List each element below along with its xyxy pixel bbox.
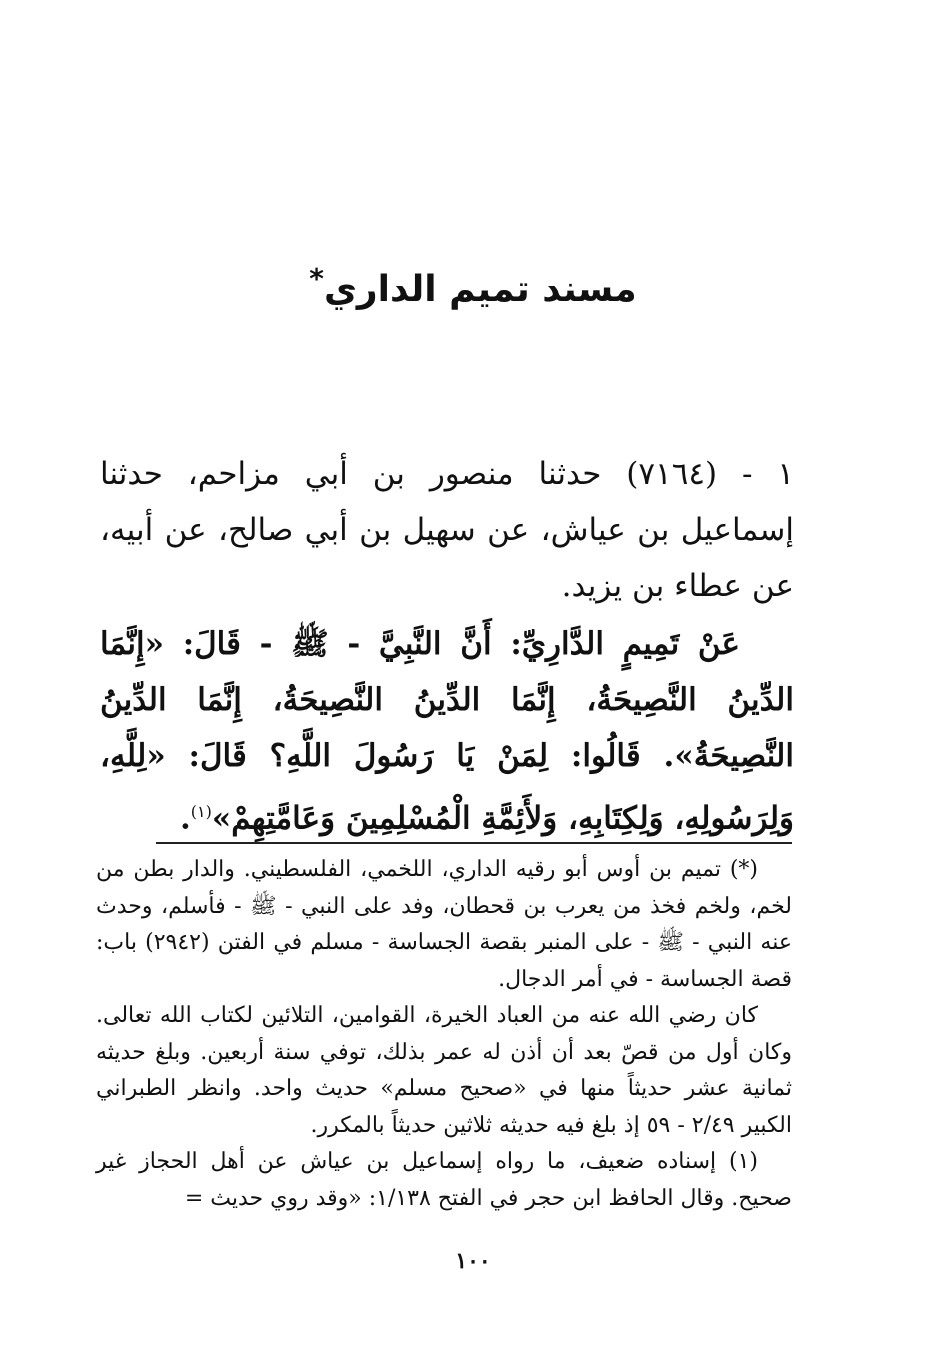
hadith-number: ١ - (٧١٦٤) [626,456,795,492]
isnad-paragraph [100,446,794,614]
footnotes [96,852,792,1217]
isnad-text: حدثنا منصور بن أبي مزاحم، حدثنا إسماعيل بن عياش، عن سهيل بن أبي صالح، عن أبيه، عن عطاء بن يزيد. [100,456,794,604]
footnote-reference: (١) [190,802,212,821]
footnote-biography: (*) تميم بن أوس أبو رقيه الداري، اللخمي، الفلسطيني. والدار بطن من لخم، ولخم فخذ من يعرب بن قحطان، وفد على النبي - ﷺ - فأسلم، وحدث عنه النبي - ﷺ - على المنبر بقصة الجساسة - مسلم في الفتن (٢٩٤٢) باب: قصة الجساسة - في أمر الدجال. [96,857,792,992]
title-text: مسند تميم الداري [323,269,637,310]
hadith-paragraph [100,616,794,846]
main-text [100,446,794,846]
page-number: ١٠٠ [455,1248,491,1274]
page-title [0,262,946,310]
footnote-biography-continued: كان رضي الله عنه من العباد الخيرة، القوامين، التلائين لكتاب الله تعالى. وكان أول من قصّ بعد أن أذن له عمر بذلك، توفي سنة أربعين. وبلغ حديثه ثمانية عشر حديثاً منها في «صحيح مسلم» حديث واحد. وانظر الطبراني الكبير ٢/٤٩ - ٥٩ إذ بلغ فيه حديثه ثلاثين حديثاً بالمكرر. [96,1003,792,1138]
footnote-separator [156,842,792,844]
footnote-isnad-grading: (١) إسناده ضعيف، ما رواه إسماعيل بن عياش عن أهل الحجاز غير صحيح. وقال الحافظ ابن حجر في الفتح ١/١٣٨: «وقد روي حديث = [96,1149,792,1211]
hadith-end: . [180,800,191,837]
title-footnote-marker: * [309,262,324,295]
hadith-text: عَنْ تَمِيمٍ الدَّارِيِّ: أَنَّ النَّبِيَّ - ﷺ - قَالَ: «إِنَّمَا الدِّينُ النَّصِيحَةُ، إِنَّمَا الدِّينُ النَّصِيحَةُ، إِنَّمَا الدِّينُ النَّصِيحَةُ». قَالُوا: لِمَنْ يَا رَسُولَ اللَّهِ؟ قَالَ: «لِلَّهِ، وَلِرَسُولِهِ، وَلِكِتَابِهِ، وَلأَئِمَّةِ الْمُسْلِمِينَ وَعَامَّتِهِمْ» [100,626,794,837]
